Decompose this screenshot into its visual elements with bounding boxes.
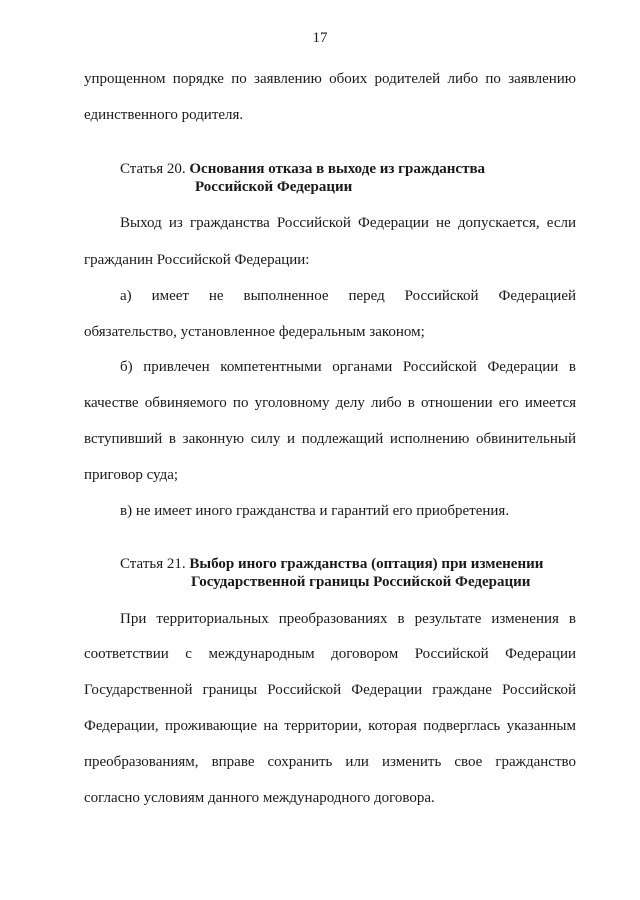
- text-line: приговор суда;: [84, 467, 179, 483]
- text-line: Выход из гражданства Российской Федерации не допускается, если: [120, 215, 576, 231]
- page-number: 17: [312, 30, 328, 46]
- article-20-title-cont: Российской Федерации: [195, 179, 353, 195]
- text-line: гражданин Российской Федерации:: [84, 252, 310, 268]
- article-20-heading: [120, 160, 485, 178]
- text-line: обязательство, установленное федеральным законом;: [84, 324, 425, 340]
- text-line: согласно условиям данного международного договора.: [84, 790, 435, 806]
- text-line: Федерации, проживающие на территории, которая подверглась указанным: [84, 718, 576, 734]
- text-line: упрощенном порядке по заявлению обоих родителей либо по заявлению: [84, 71, 576, 87]
- text-line: соответствии с международным договором Российской Федерации: [84, 646, 576, 662]
- list-item-v: в) не имеет иного гражданства и гарантий его приобретения.: [120, 503, 510, 519]
- article-21-heading: [120, 555, 543, 573]
- text-line: вступивший в законную силу и подлежащий исполнению обвинительный: [84, 431, 576, 447]
- article-21-title-cont: Государственной границы Российской Федерации: [191, 574, 531, 590]
- text-line: единственного родителя.: [84, 107, 244, 123]
- article-21-number: Статья 21.: [120, 556, 186, 572]
- text-line: При территориальных преобразованиях в результате изменения в: [120, 611, 576, 627]
- text-line: качестве обвиняемого по уголовному делу либо в отношении его имеется: [84, 395, 576, 411]
- list-item-a: а) имеет не выполненное перед Российской Федерацией: [120, 288, 576, 304]
- article-20-number: Статья 20.: [120, 161, 186, 177]
- text-line: Государственной границы Российской Федерации граждане Российской: [84, 682, 576, 698]
- article-20-title: Основания отказа в выходе из гражданства: [189, 161, 486, 177]
- list-item-b: б) привлечен компетентными органами Российской Федерации в: [120, 359, 576, 375]
- article-21-title: Выбор иного гражданства (оптация) при изменении: [189, 556, 544, 572]
- text-line: преобразованиям, вправе сохранить или изменить свое гражданство: [84, 754, 576, 770]
